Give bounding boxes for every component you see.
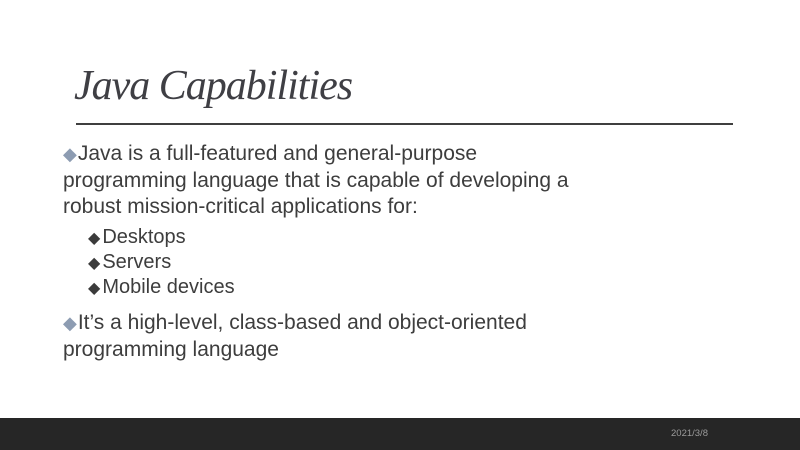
bullet-text: programming language [63,338,279,361]
diamond-bullet-icon: ◆ [63,144,77,165]
bullet-text: robust mission-critical applications for: [63,195,418,218]
bullet-item-1 [63,141,763,220]
bullet-item-2 [63,310,763,363]
sub-bullet-text: Mobile devices [102,276,235,298]
sub-bullet-text: Servers [102,251,172,273]
sub-bullet-list [63,225,763,300]
diamond-subbullet-icon: ◆ [88,278,101,297]
bullet-text: programming language that is capable of developing a [63,169,569,192]
sub-bullet-item-desktops [88,225,763,250]
title-underline [76,123,733,125]
sub-bullet-text: Desktops [102,226,186,248]
slide-body [63,141,763,363]
sub-bullet-item-servers [88,250,763,275]
sub-bullet-item-mobile-devices [88,275,763,300]
diamond-bullet-icon: ◆ [63,313,77,334]
bullet-text: Java is a full-featured and general-purpose [77,142,478,165]
slide-date: 2021/3/8 [671,428,708,439]
slide-title: Java Capabilities [74,63,353,109]
bullet-text: It’s a high-level, class-based and object-oriented [77,311,527,334]
diamond-subbullet-icon: ◆ [88,253,101,272]
bullet-line [63,141,763,168]
bullet-line [63,310,763,337]
diamond-subbullet-icon: ◆ [88,228,101,247]
